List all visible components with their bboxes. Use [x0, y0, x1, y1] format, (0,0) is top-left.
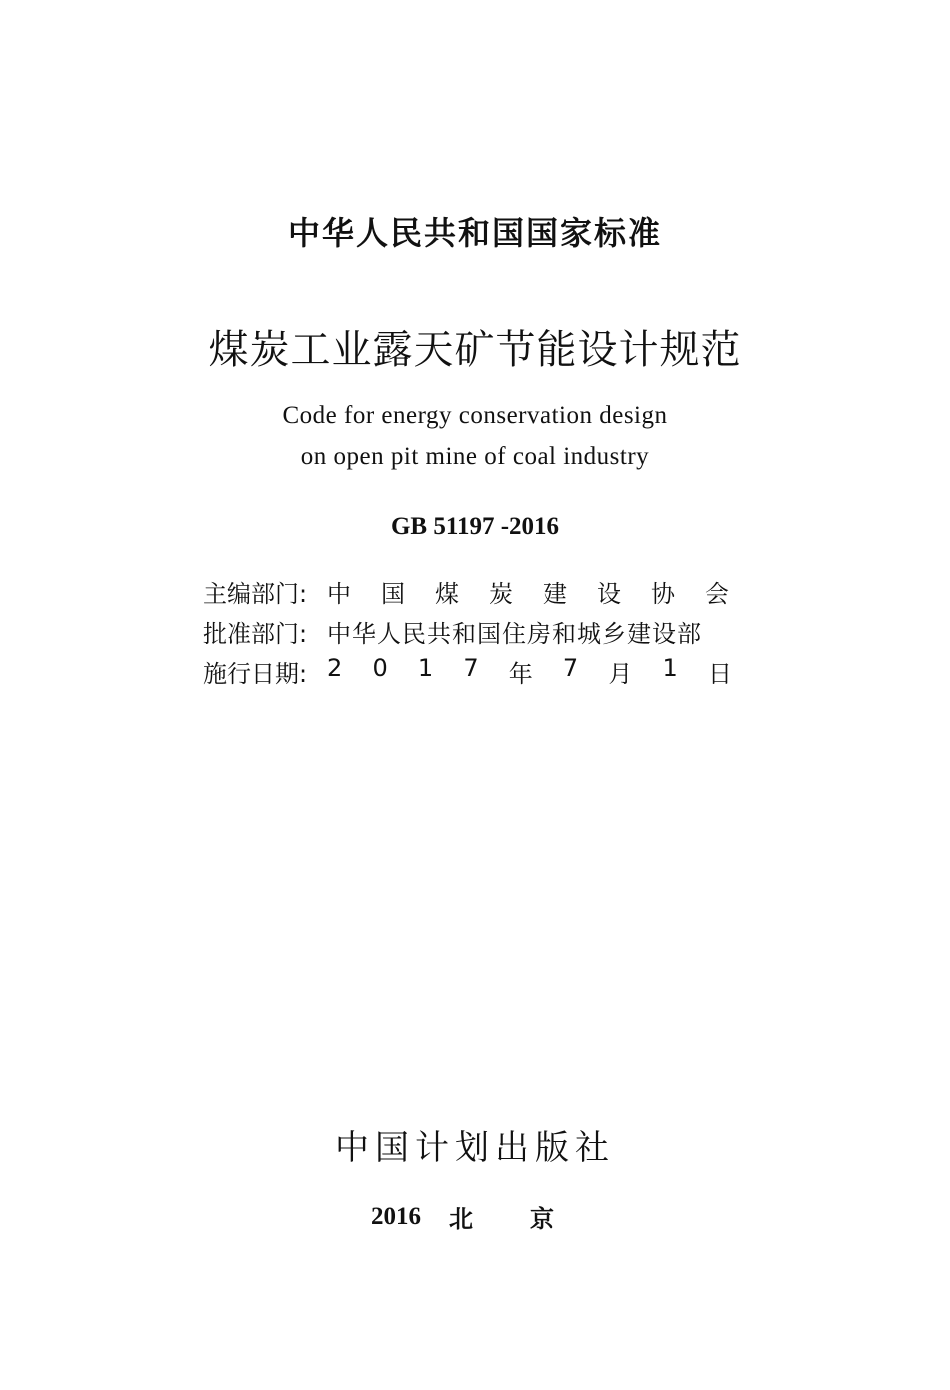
- editor-char: 协: [651, 579, 675, 608]
- date-char: 月: [608, 659, 633, 688]
- date-char: 1: [662, 653, 678, 682]
- standard-type-heading: 中华人民共和国国家标准: [287, 214, 662, 252]
- editor-char: 煤: [435, 579, 459, 608]
- standard-number: GB 51197 -2016: [390, 513, 560, 540]
- editor-char: 会: [705, 579, 729, 608]
- approver-row: [203, 614, 763, 648]
- publisher-name: 中国计划出版社: [335, 1128, 615, 1168]
- editor-char: 国: [381, 579, 405, 608]
- approver-label: 批准部门:: [203, 619, 308, 648]
- effective-date-value: [327, 654, 732, 689]
- imprint-line: [371, 1199, 554, 1234]
- publication-city: [449, 1199, 554, 1234]
- editor-char: 设: [597, 579, 621, 608]
- city-char: 北: [449, 1205, 473, 1233]
- date-char: 年: [508, 659, 533, 688]
- effective-date-row: [203, 654, 763, 688]
- date-char: 日: [707, 659, 732, 688]
- date-char: 7: [463, 653, 479, 682]
- publication-year: 2016: [371, 1202, 421, 1230]
- editor-char: 炭: [489, 579, 513, 608]
- date-char: 1: [417, 653, 434, 682]
- editor-value: [327, 574, 729, 609]
- date-char: 2: [327, 653, 343, 682]
- date-char: 0: [372, 653, 388, 682]
- editor-row: [203, 574, 763, 608]
- editor-char: 中: [327, 579, 351, 608]
- date-char: 7: [562, 653, 579, 682]
- english-title-line-1: Code for energy conservation design: [282, 402, 668, 429]
- editor-label: 主编部门:: [203, 579, 308, 608]
- editor-char: 建: [543, 579, 567, 608]
- city-char: 京: [530, 1205, 554, 1233]
- approver-value: 中华人民共和国住房和城乡建设部: [327, 619, 702, 648]
- effective-date-label: 施行日期:: [203, 659, 308, 688]
- english-title-line-2: on open pit mine of coal industry: [300, 443, 650, 470]
- chinese-title: 煤炭工业露天矿节能设计规范: [208, 327, 742, 373]
